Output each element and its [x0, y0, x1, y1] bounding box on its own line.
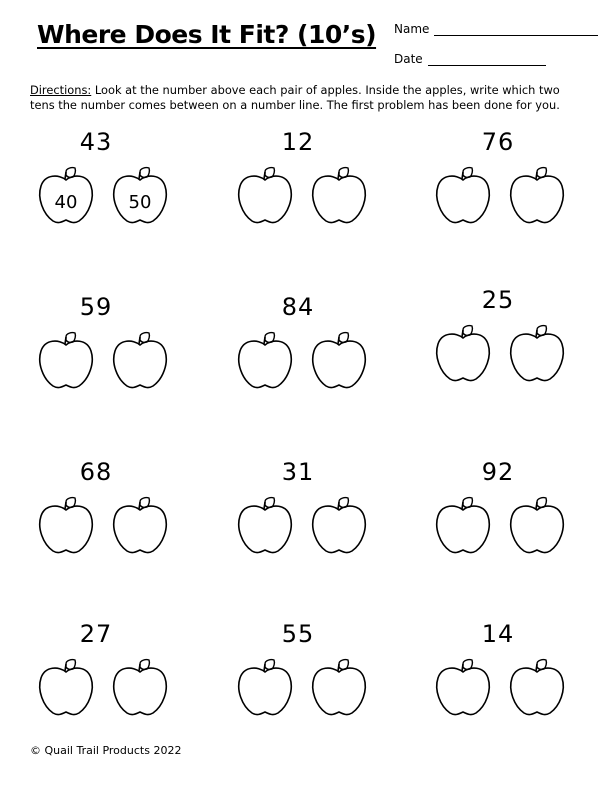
- answer-text: 40: [54, 192, 78, 213]
- right-apple-answer[interactable]: [508, 166, 566, 226]
- apple-icon: [508, 324, 566, 384]
- right-apple-answer[interactable]: [111, 331, 169, 391]
- apple-icon: [508, 166, 566, 226]
- apple-icon: [111, 496, 169, 556]
- problem-number: 59: [79, 293, 113, 321]
- right-apple-answer[interactable]: [508, 324, 566, 384]
- problem-5: [218, 293, 378, 413]
- left-apple-answer[interactable]: [434, 658, 492, 718]
- name-field[interactable]: [394, 22, 598, 36]
- apple-icon: [508, 496, 566, 556]
- apple-icon: [111, 658, 169, 718]
- apple-icon: [236, 658, 294, 718]
- right-apple-answer[interactable]: [508, 658, 566, 718]
- directions-label: Directions:: [30, 83, 92, 97]
- apple-icon: [434, 166, 492, 226]
- right-apple-answer[interactable]: [310, 496, 368, 556]
- right-apple-answer[interactable]: [111, 496, 169, 556]
- apple-icon: [434, 496, 492, 556]
- answer-text: 50: [128, 192, 152, 213]
- problem-2: [218, 128, 378, 248]
- right-apple-answer[interactable]: [508, 496, 566, 556]
- apple-icon: [310, 496, 368, 556]
- right-apple-answer[interactable]: [310, 331, 368, 391]
- apple-icon: [310, 331, 368, 391]
- left-apple-answer[interactable]: [434, 324, 492, 384]
- problem-number: 14: [481, 620, 515, 648]
- right-apple-answer[interactable]: [111, 166, 169, 226]
- problem-number: 43: [79, 128, 113, 156]
- left-apple-answer[interactable]: [236, 658, 294, 718]
- apple-icon: [37, 496, 95, 556]
- directions: [30, 83, 580, 113]
- name-label: Name: [394, 22, 430, 36]
- left-apple-answer[interactable]: [236, 166, 294, 226]
- problem-number: 27: [79, 620, 113, 648]
- copyright-footer: © Quail Trail Products 2022: [30, 744, 182, 757]
- problem-number: 84: [281, 293, 315, 321]
- apple-icon: [111, 331, 169, 391]
- left-apple-answer[interactable]: [37, 331, 95, 391]
- date-label: Date: [394, 52, 423, 66]
- problem-9: [418, 458, 578, 578]
- problem-12: [418, 620, 578, 740]
- problem-10: [16, 620, 176, 740]
- apple-icon: [236, 331, 294, 391]
- left-apple-answer[interactable]: [37, 496, 95, 556]
- date-field[interactable]: [394, 52, 546, 66]
- problem-3: [418, 128, 578, 248]
- apple-icon: [236, 166, 294, 226]
- problem-number: 92: [481, 458, 515, 486]
- apple-icon: [236, 496, 294, 556]
- left-apple-answer[interactable]: [37, 658, 95, 718]
- apple-icon: [37, 331, 95, 391]
- problem-6: [418, 286, 578, 406]
- right-apple-answer[interactable]: [111, 658, 169, 718]
- right-apple-answer[interactable]: [310, 166, 368, 226]
- problem-8: [218, 458, 378, 578]
- left-apple-answer[interactable]: [434, 166, 492, 226]
- name-line[interactable]: [434, 23, 598, 36]
- worksheet-title: Where Does It Fit? (10’s): [37, 20, 377, 49]
- problem-7: [16, 458, 176, 578]
- problem-1: [16, 128, 176, 248]
- right-apple-answer[interactable]: [310, 658, 368, 718]
- problem-number: 55: [281, 620, 315, 648]
- problem-number: 12: [281, 128, 315, 156]
- problem-number: 76: [481, 128, 515, 156]
- problem-4: [16, 293, 176, 413]
- left-apple-answer[interactable]: [434, 496, 492, 556]
- problem-number: 68: [79, 458, 113, 486]
- problem-11: [218, 620, 378, 740]
- left-apple-answer[interactable]: [37, 166, 95, 226]
- directions-text: Look at the number above each pair of apples. Inside the apples, write which two tens the number comes between on a number line. The first problem has been done for you.: [30, 83, 560, 112]
- apple-icon: [310, 166, 368, 226]
- apple-icon: [434, 658, 492, 718]
- left-apple-answer[interactable]: [236, 331, 294, 391]
- apple-icon: [37, 658, 95, 718]
- apple-icon: [508, 658, 566, 718]
- left-apple-answer[interactable]: [236, 496, 294, 556]
- problem-number: 25: [481, 286, 515, 314]
- apple-icon: [310, 658, 368, 718]
- apple-icon: [434, 324, 492, 384]
- problem-number: 31: [281, 458, 315, 486]
- date-line[interactable]: [428, 53, 546, 66]
